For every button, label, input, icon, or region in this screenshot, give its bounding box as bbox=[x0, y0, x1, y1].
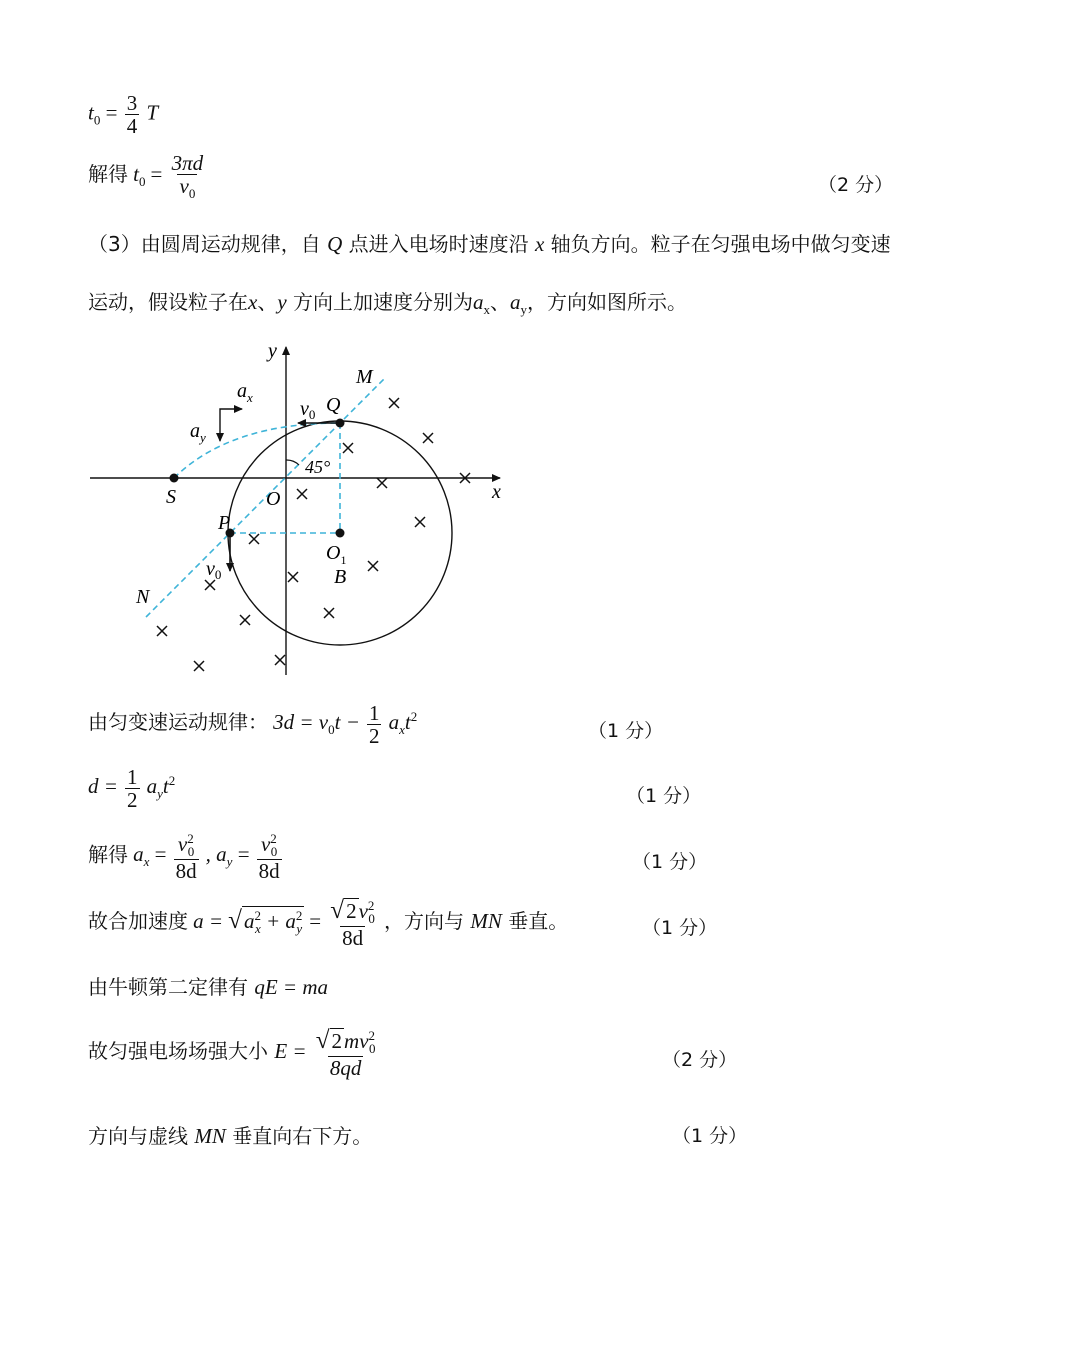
label-angle: 45° bbox=[305, 457, 331, 477]
label-v0-left: $v_0$ bbox=[206, 558, 222, 582]
label-n: N bbox=[136, 586, 150, 608]
label-s: S bbox=[166, 486, 176, 508]
equation-t0-result: 解得 $t_0$ = $\frac{3\pi d}{v_0}$ bbox=[88, 151, 204, 202]
statement-field-direction: 方向与虚线 MN 垂直向右下方。 bbox=[88, 1124, 373, 1148]
score-eq6: （1 分） bbox=[642, 917, 718, 939]
label-m: M bbox=[356, 366, 373, 388]
equation-accel-result: 解得 $a_x$ = $\frac{v^2_0}{8d}$ , $a_y$ = $\frac{v^2_0}{8d}$ bbox=[88, 831, 280, 883]
label-q: Q bbox=[326, 394, 341, 416]
equation-total-accel: 故合加速度 $a = √a^2_x + a^2_y$ = $\frac{√2v^2_0}{8d}$ ，方向与 MN 垂直。 bbox=[88, 897, 569, 950]
label-v0-top: $v_0$ bbox=[300, 398, 316, 422]
label-x: x bbox=[492, 481, 501, 503]
score-eq5: （1 分） bbox=[632, 851, 708, 873]
label-o1: $O_1$ bbox=[326, 542, 347, 567]
label-ax: $a_x$ bbox=[237, 380, 253, 405]
score-eq8: （2 分） bbox=[662, 1049, 738, 1071]
accel-ax-arrow bbox=[220, 409, 242, 417]
score-eq4: （1 分） bbox=[626, 785, 702, 807]
score-eq9: （1 分） bbox=[672, 1125, 748, 1147]
equation-newton-second-law: 由牛顿第二定律有 qE = ma bbox=[88, 975, 329, 999]
label-p: P bbox=[218, 512, 231, 534]
label-ay: $a_y$ bbox=[190, 420, 206, 445]
paragraph-part3-line2: 运动，假设粒子在x、y 方向上加速度分别为$a_x$、$a_y$，方向如图所示。 bbox=[88, 290, 688, 318]
point-o1 bbox=[336, 529, 345, 538]
paragraph-part3-line1: （3）由圆周运动规律，自 Q 点进入电场时速度沿 x 轴负方向。粒子在匀强电场中做匀变速 bbox=[88, 232, 891, 256]
point-s bbox=[170, 474, 179, 483]
angle-arc bbox=[286, 460, 299, 465]
equation-t0-fraction: $t_0$ = $\frac{3}{4}$ T bbox=[88, 91, 159, 139]
label-o: O bbox=[266, 488, 281, 510]
equation-field-strength: 故匀强电场场强大小 E = $\frac{√2mv^2_0}{8qd}$ bbox=[88, 1027, 376, 1080]
label-y: y bbox=[268, 340, 277, 362]
score-eq3: （1 分） bbox=[588, 720, 664, 742]
label-b: B bbox=[334, 566, 347, 588]
equation-uniform-accel-y: d = $\frac{1}{2}$ $a_yt^2$ bbox=[88, 765, 176, 813]
score-eq2: （2 分） bbox=[818, 174, 894, 196]
physics-diagram bbox=[80, 335, 520, 685]
equation-uniform-accel-x: 由匀变速运动规律： $3d = v_0t$ − $\frac{1}{2}$ $a_xt^2$ bbox=[88, 701, 418, 749]
